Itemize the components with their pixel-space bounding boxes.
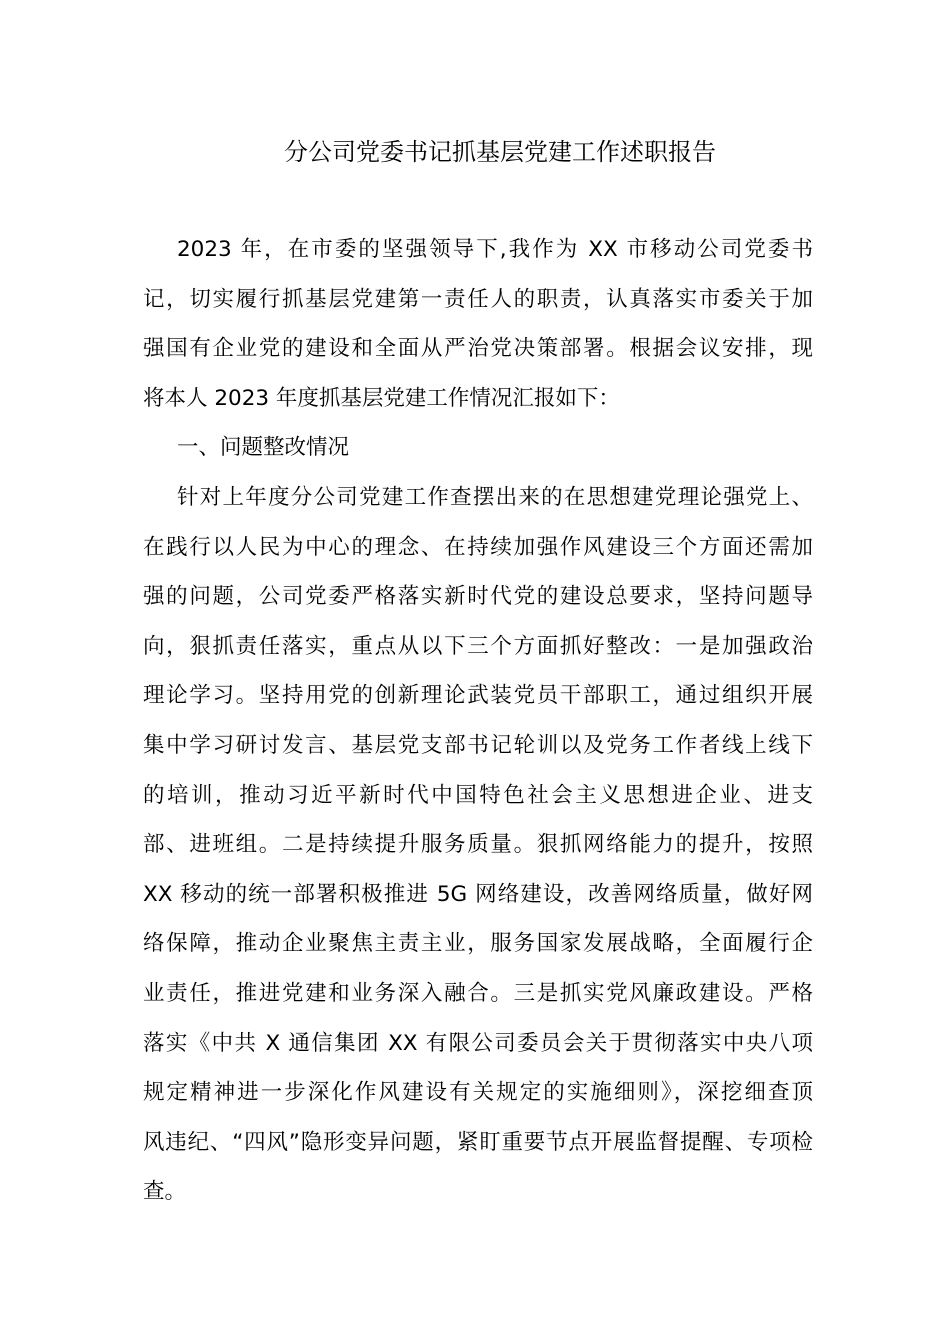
body-text-line: 的培训，推动习近平新时代中国特色社会主义思想进企业、进支 (143, 782, 813, 808)
document-title: 分公司党委书记抓基层党建工作述职报告 (284, 138, 716, 166)
body-text-line: 络保障，推动企业聚焦主责主业，服务国家发展战略，全面履行企 (143, 931, 813, 957)
body-text-line: 集中学习研讨发言、基层党支部书记轮训以及党务工作者线上线下 (143, 732, 813, 758)
body-text-line: 将本人 2023 年度抓基层党建工作情况汇报如下： (143, 385, 620, 411)
body-text-line: 向，狠抓责任落实，重点从以下三个方面抓好整改：一是加强政治 (143, 633, 813, 659)
body-text-line: 规定精神进一步深化作风建设有关规定的实施细则》，深挖细查顶 (143, 1080, 813, 1106)
body-text-line: 查。 (143, 1179, 187, 1205)
body-text-line: 强国有企业党的建设和全面从严治党决策部署。根据会议安排，现 (143, 336, 813, 362)
body-text-line: 部、进班组。二是持续提升服务质量。狠抓网络能力的提升，按照 (143, 832, 813, 858)
body-text-line: 落实《中共 X 通信集团 XX 有限公司委员会关于贯彻落实中央八项 (143, 1030, 813, 1056)
body-text-line: 针对上年度分公司党建工作查摆出来的在思想建党理论强党上、 (177, 484, 813, 510)
body-text-line: 2023 年，在市委的坚强领导下,我作为 XX 市移动公司党委书 (177, 237, 813, 262)
body-text-line: 风违纪、“四风”隐形变异问题，紧盯重要节点开展监督提醒、专项检 (143, 1129, 813, 1155)
body-text-line: 一、问题整改情况 (177, 435, 350, 461)
body-text-line: 强的问题，公司党委严格落实新时代党的建设总要求，坚持问题导 (143, 584, 813, 610)
body-text-line: 在践行以人民为中心的理念、在持续加强作风建设三个方面还需加 (143, 534, 813, 560)
body-text-line: 理论学习。坚持用党的创新理论武装党员干部职工，通过组织开展 (143, 683, 813, 709)
document-body (143, 230, 813, 1222)
body-text-line: 记，切实履行抓基层党建第一责任人的职责，认真落实市委关于加 (143, 286, 813, 312)
body-text-line: XX 移动的统一部署积极推进 5G 网络建设，改善网络质量，做好网 (143, 881, 813, 907)
body-text-line: 业责任，推进党建和业务深入融合。三是抓实党风廉政建设。严格 (143, 980, 813, 1006)
